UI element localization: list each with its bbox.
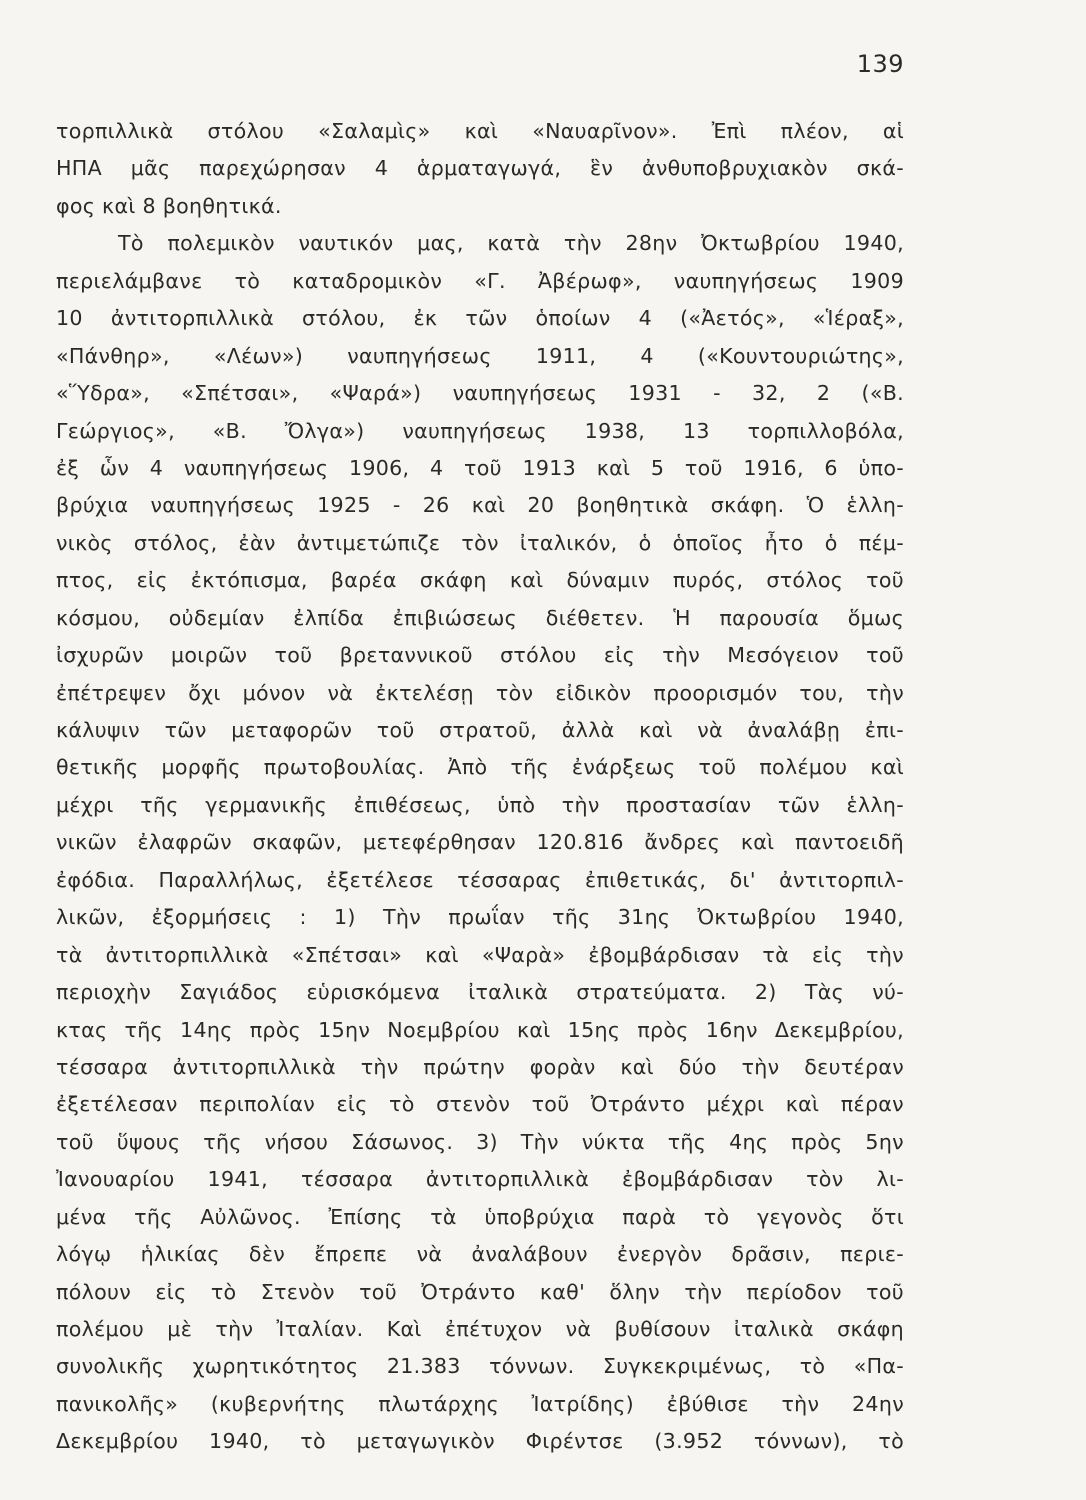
text-line: Δεκεμβρίου 1940, τὸ μεταγωγικὸν Φιρέντσε (3.952 τόννων), τὸ bbox=[56, 1429, 904, 1454]
text-line: νικὸς στόλος, ἐὰν ἀντιμετώπιζε τὸν ἰταλικόν, ὁ ὁποῖος ἦτο ὁ πέμ- bbox=[56, 530, 904, 555]
text-line: ἰσχυρῶν μοιρῶν τοῦ βρεταννικοῦ στόλου εἰς τὴν Μεσόγειον τοῦ bbox=[56, 643, 904, 668]
text-line: ἐπέτρεψεν ὄχι μόνον νὰ ἐκτελέσῃ τὸν εἰδικὸν προορισμόν του, τὴν bbox=[56, 680, 904, 705]
text-line: πτος, εἰς ἐκτόπισμα, βαρέα σκάφη καὶ δύναμιν πυρός, στόλος τοῦ bbox=[56, 568, 904, 593]
text-line: τέσσαρα ἀντιτορπιλλικὰ τὴν πρώτην φορὰν καὶ δύο τὴν δευτέραν bbox=[56, 1054, 904, 1079]
text-line: περιοχὴν Σαγιάδος εὑρισκόμενα ἰταλικὰ στρατεύματα. 2) Τὰς νύ- bbox=[56, 980, 904, 1005]
text-line: ἐφόδια. Παραλλήλως, ἐξετέλεσε τέσσαρας ἐπιθετικάς, δι' ἀντιτορπιλ- bbox=[56, 867, 904, 892]
text-line: κόσμου, οὐδεμίαν ἐλπίδα ἐπιβιώσεως διέθετεν. Ἡ παρουσία ὅμως bbox=[56, 605, 904, 630]
text-line: Τὸ πολεμικὸν ναυτικόν μας, κατὰ τὴν 28ην Ὀκτωβρίου 1940, bbox=[118, 231, 904, 256]
text-line: βρύχια ναυπηγήσεως 1925 - 26 καὶ 20 βοηθητικὰ σκάφη. Ὁ ἑλλη- bbox=[56, 493, 904, 518]
text-line: τοῦ ὕψους τῆς νήσου Σάσωνος. 3) Τὴν νύκτα τῆς 4ης πρὸς 5ην bbox=[56, 1129, 904, 1154]
text-line: πανικολῆς» (κυβερνήτης πλωτάρχης Ἰατρίδης) ἐβύθισε τὴν 24ην bbox=[56, 1391, 904, 1416]
page-number: 139 bbox=[856, 50, 904, 78]
text-line: κάλυψιν τῶν μεταφορῶν τοῦ στρατοῦ, ἀλλὰ καὶ νὰ ἀναλάβῃ ἐπι- bbox=[56, 718, 904, 742]
text-line: Γεώργιος», «Β. Ὄλγα») ναυπηγήσεως 1938, 13 τορπιλλοβόλα, bbox=[56, 418, 904, 443]
text-line: «Πάνθηρ», «Λέων») ναυπηγήσεως 1911, 4 («Κουντουριώτης», bbox=[56, 343, 904, 368]
text-line: πόλουν εἰς τὸ Στενὸν τοῦ Ὀτράντο καθ' ὅλην τὴν περίοδον τοῦ bbox=[56, 1279, 904, 1304]
text-line: ΗΠΑ μᾶς παρεχώρησαν 4 ἁρματαγωγά, ἓν ἀνθυποβρυχιακὸν σκά- bbox=[56, 156, 904, 181]
body-text bbox=[56, 113, 904, 1461]
text-line: Ἰανουαρίου 1941, τέσσαρα ἀντιτορπιλλικὰ ἐβομβάρδισαν τὸν λι- bbox=[56, 1167, 904, 1192]
text-line: περιελάμβανε τὸ καταδρομικὸν «Γ. Ἀβέρωφ», ναυπηγήσεως 1909 bbox=[56, 268, 904, 293]
text-line: πολέμου μὲ τὴν Ἰταλίαν. Καὶ ἐπέτυχον νὰ βυθίσουν ἰταλικὰ σκάφη bbox=[56, 1317, 904, 1341]
text-line: τορπιλλικὰ στόλου «Σαλαμὶς» καὶ «Ναυαρῖνον». Ἐπὶ πλέον, αἱ bbox=[56, 119, 904, 143]
text-line: νικῶν ἐλαφρῶν σκαφῶν, μετεφέρθησαν 120.816 ἄνδρες καὶ παντοειδῆ bbox=[56, 830, 904, 855]
text-line: 10 ἀντιτορπιλλικὰ στόλου, ἐκ τῶν ὁποίων 4 («Ἀετός», «Ἱέραξ», bbox=[56, 306, 904, 331]
text-line: ἐξετέλεσαν περιπολίαν εἰς τὸ στενὸν τοῦ Ὀτράντο μέχρι καὶ πέραν bbox=[56, 1092, 904, 1117]
text-line: μένα τῆς Αὐλῶνος. Ἐπίσης τὰ ὑποβρύχια παρὰ τὸ γεγονὸς ὅτι bbox=[56, 1204, 904, 1229]
text-line: λικῶν, ἐξορμήσεις : 1) Τὴν πρωΐαν τῆς 31ης Ὀκτωβρίου 1940, bbox=[56, 905, 904, 930]
text-line: μέχρι τῆς γερμανικῆς ἐπιθέσεως, ὑπὸ τὴν προστασίαν τῶν ἑλλη- bbox=[56, 792, 904, 817]
text-line: συνολικῆς χωρητικότητος 21.383 τόννων. Συγκεκριμένως, τὸ «Πα- bbox=[56, 1354, 904, 1379]
text-line: λόγῳ ἡλικίας δὲν ἔπρεπε νὰ ἀναλάβουν ἐνεργὸν δρᾶσιν, περιε- bbox=[56, 1242, 904, 1267]
text-line: τὰ ἀντιτορπιλλικὰ «Σπέτσαι» καὶ «Ψαρὰ» ἐβομβάρδισαν τὰ εἰς τὴν bbox=[56, 942, 904, 967]
text-line: θετικῆς μορφῆς πρωτοβουλίας. Ἀπὸ τῆς ἐνάρξεως τοῦ πολέμου καὶ bbox=[56, 755, 904, 780]
text-line: «Ὕδρα», «Σπέτσαι», «Ψαρά») ναυπηγήσεως 1931 - 32, 2 («Β. bbox=[56, 381, 904, 406]
text-line: φος καὶ 8 βοηθητικά. bbox=[56, 193, 282, 218]
text-line: ἐξ ὧν 4 ναυπηγήσεως 1906, 4 τοῦ 1913 καὶ 5 τοῦ 1916, 6 ὑπο- bbox=[56, 455, 904, 480]
text-line: κτας τῆς 14ης πρὸς 15ην Νοεμβρίου καὶ 15ης πρὸς 16ην Δεκεμβρίου, bbox=[56, 1017, 904, 1042]
